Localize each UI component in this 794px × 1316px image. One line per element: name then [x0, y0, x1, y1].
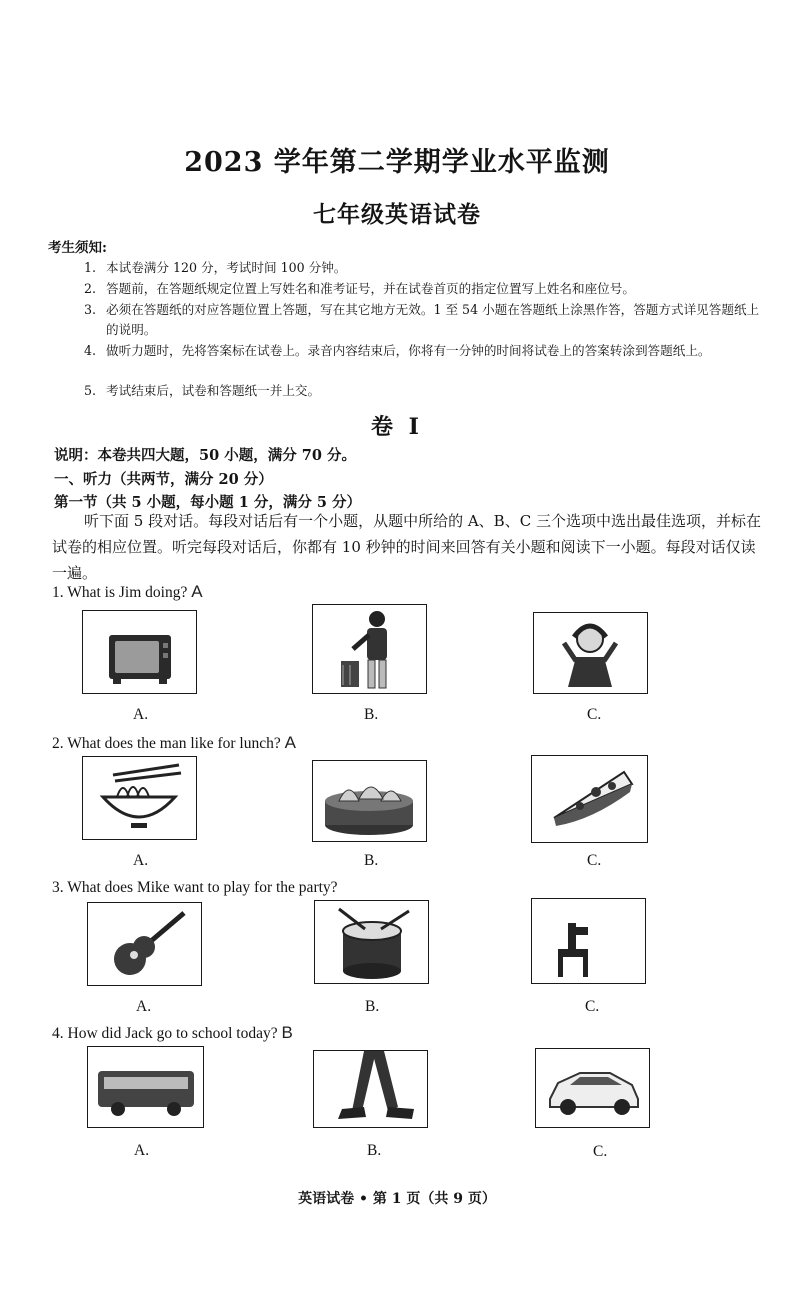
notice-num: 5. — [84, 383, 97, 398]
question-text: What does the man like for lunch? — [67, 735, 281, 752]
notice-item — [84, 300, 774, 340]
question-text: What is Jim doing? — [67, 584, 188, 601]
question-text: How did Jack go to school today? — [67, 1025, 278, 1042]
notice-text: 考试结束后，试卷和答题纸一并上交。 — [106, 383, 321, 398]
option-label: C. — [587, 706, 602, 723]
question-num: 3. — [52, 879, 64, 896]
question-text: What does Mike want to play for the party? — [67, 879, 338, 896]
notice-text: 本试卷满分 120 分，考试时间 100 分钟。 — [106, 260, 347, 275]
drum-image[interactable] — [314, 900, 429, 984]
volume-heading: 卷 I — [371, 414, 423, 440]
notice-item — [84, 341, 774, 381]
question-3 — [52, 877, 338, 897]
notice-item — [84, 258, 774, 278]
handwritten-answer: A — [191, 582, 203, 601]
notice-item — [84, 381, 774, 401]
notice-text: 答题前，在答题纸规定位置上写姓名和准考证号，并在试卷首页的指定位置写上姓名和座位号。 — [106, 281, 635, 296]
option-label: A. — [134, 1142, 150, 1159]
guitar-image[interactable] — [87, 902, 202, 986]
option-label: C. — [585, 998, 600, 1015]
notice-num: 1. — [84, 260, 97, 275]
page-footer: 英语试卷 • 第 1 页（共 9 页） — [298, 1191, 496, 1207]
handwritten-answer: B — [281, 1023, 293, 1042]
option-label: C. — [593, 1143, 608, 1160]
volume-explain: 说明：本卷共四大题，50 小题，满分 70 分。 — [54, 447, 356, 464]
car-image[interactable] — [535, 1048, 650, 1128]
option-label: B. — [364, 706, 379, 723]
bus-image[interactable] — [87, 1046, 204, 1128]
option-label: C. — [587, 852, 602, 869]
walking-icon — [314, 1051, 427, 1127]
tv-icon — [83, 611, 196, 693]
notice-text: 做听力题时，先将答案标在试卷上。录音内容结束后，你将有一分钟的时间将试卷上的答案转涂到答题纸上。 — [106, 343, 711, 358]
part-heading: 一、听力（共两节，满分 20 分） — [54, 471, 273, 488]
option-label: B. — [365, 998, 380, 1015]
notice-item — [84, 279, 774, 299]
listening-instruction: 听下面 5 段对话。每段对话后有一个小题，从题中所给的 A、B、C 三个选项中选出最佳选项，并标在试卷的相应位置。听完每段对话后，你都有 10 秒钟的时间来回答有关小题和阅读下一小题。每段对话仅读一遍。 — [52, 512, 761, 582]
pizza-icon — [532, 756, 647, 842]
exam-subtitle: 七年级英语试卷 — [313, 201, 481, 228]
question-2 — [52, 733, 296, 753]
option-label: B. — [364, 852, 379, 869]
guitar-icon — [88, 903, 201, 985]
option-label: A. — [136, 998, 152, 1015]
handwritten-answer: A — [284, 733, 296, 752]
notice-num: 2. — [84, 281, 97, 296]
question-4 — [52, 1023, 293, 1043]
notice-heading: 考生须知: — [48, 240, 107, 256]
car-icon — [536, 1049, 649, 1127]
chair-icon — [532, 899, 645, 983]
noodles-icon — [83, 757, 196, 839]
pizza-image[interactable] — [531, 755, 648, 843]
option-label: A. — [133, 706, 149, 723]
question-num: 1. — [52, 584, 64, 601]
notice-num: 4. — [84, 343, 97, 358]
listen-music-image[interactable] — [533, 612, 648, 694]
option-label: A. — [133, 852, 149, 869]
question-num: 2. — [52, 735, 64, 752]
notice-num: 3. — [84, 302, 97, 317]
drum-icon — [315, 901, 428, 983]
noodles-image[interactable] — [82, 756, 197, 840]
exam-title: 2023 学年第二学期学业水平监测 — [184, 147, 610, 178]
chair-image[interactable] — [531, 898, 646, 984]
bus-icon — [88, 1047, 203, 1127]
option-label: B. — [367, 1142, 382, 1159]
tv-image[interactable] — [82, 610, 197, 694]
question-1 — [52, 582, 203, 602]
section-heading: 第一节（共 5 小题，每小题 1 分，满分 5 分） — [54, 494, 362, 511]
dumplings-icon — [313, 761, 426, 841]
dumplings-image[interactable] — [312, 760, 427, 842]
throw-trash-icon — [313, 605, 426, 693]
walking-image[interactable] — [313, 1050, 428, 1128]
throw-trash-image[interactable] — [312, 604, 427, 694]
question-num: 4. — [52, 1025, 64, 1042]
notice-text: 必须在答题纸的对应答题位置上答题，写在其它地方无效。1 至 54 小题在答题纸上涂黑作答，答题方式详见答题纸上的说明。 — [106, 302, 760, 337]
listen-music-icon — [534, 613, 647, 693]
